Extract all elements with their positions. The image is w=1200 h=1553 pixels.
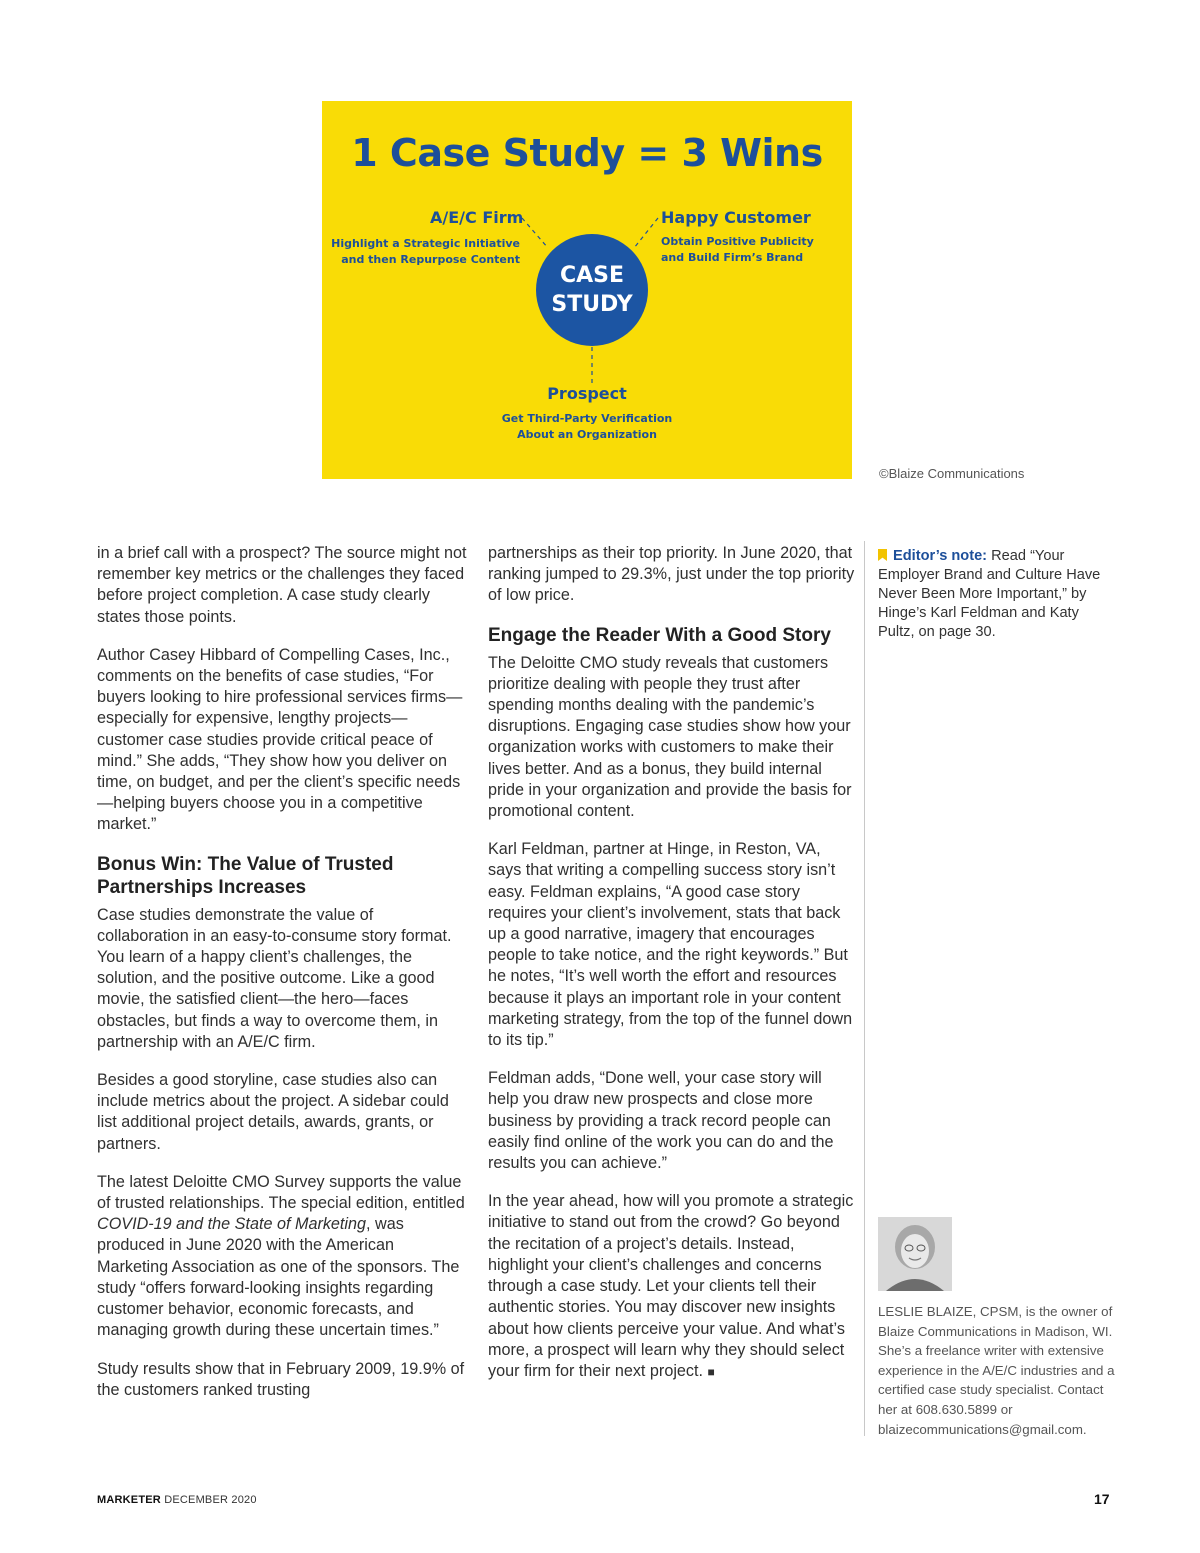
paragraph: Study results show that in February 2009, 19.9% of the customers ranked trusting: [97, 1359, 465, 1399]
paragraph: Author Casey Hibbard of Compelling Cases, Inc., comments on the benefits of case studies, “For buyers looking to hire professional services firms—especially for expensive, lengthy projects—customer case studies provide critical peace of mind.” She adds, “They show how you deliver on time, on budget, and per the client’s specific needs—helping buyers choose you in a competitive market.”: [97, 645, 463, 834]
case-study-infographic: [322, 101, 852, 479]
circle-line2: STUDY: [551, 292, 633, 317]
infographic-title: 1 Case Study = 3 Wins: [351, 131, 823, 175]
end-mark: ■: [707, 1364, 715, 1379]
paragraph: [488, 1191, 856, 1383]
image-credit: ©Blaize Communications: [879, 466, 1025, 481]
prospect-heading: Prospect: [547, 384, 627, 403]
editors-note-label: Editor’s note:: [893, 548, 988, 564]
page-number: 17: [1094, 1491, 1110, 1507]
text-run: The latest Deloitte CMO Survey supports the value of trusted relationships. The special edition, entitled: [97, 1172, 465, 1213]
publication-title: COVID-19 and the State of Marketing: [97, 1215, 367, 1234]
article-column-2: [488, 543, 856, 1400]
paragraph: Karl Feldman, partner at Hinge, in Reston, VA, says that writing a compelling success story isn’t easy. Feldman explains, “A good case story requires your client’s involvement, stats that back up a good narrative, imagery that encourages people to take notice, and the right keywords.” But he notes, “It’s well worth the effort and resources because it plays an important role in your content marketing strategy, from the top of the funnel down to its tip.”: [488, 840, 853, 1050]
prospect-line2: About an Organization: [517, 428, 657, 441]
paragraph: partnerships as their top priority. In June 2020, that ranking jumped to 29.3%, just under the top priority of low price.: [488, 544, 855, 605]
bookmark-icon: [878, 549, 887, 561]
text-run: , was produced in June 2020 with the American Marketing Association as one of the sponsors. The study “offers forward-looking insights regarding customer behavior, economic forecasts, and managing growth during these uncertain times.”: [97, 1215, 460, 1340]
text-run: In the year ahead, how will you promote a strategic initiative to stand out from the crowd? Go beyond the recitation of a project’s details. Instead, highlight your client’s challenges and concerns through a case study. Let your clients tell their authentic stories. You may discover new insights about how clients perceive your value. And what’s more, a prospect will learn why they should select your firm for their next project.: [488, 1192, 854, 1380]
section-heading: Bonus Win: The Value of Trusted Partnerships Increases: [97, 853, 394, 898]
author-photo: [878, 1217, 952, 1291]
circle-line1: CASE: [559, 263, 625, 288]
aec-firm-heading: A/E/C Firm: [430, 208, 524, 227]
aec-firm-line1: Highlight a Strategic Initiative: [331, 237, 520, 250]
paragraph: Besides a good storyline, case studies also can include metrics about the project. A sidebar could list additional project details, awards, grants, or partners.: [97, 1071, 449, 1153]
column-divider: [864, 541, 865, 1436]
prospect-description: [322, 411, 852, 443]
issue-date: DECEMBER 2020: [164, 1494, 257, 1506]
happy-customer-line1: Obtain Positive Publicity: [661, 235, 814, 248]
aec-firm-description: [331, 236, 520, 268]
happy-customer-heading: Happy Customer: [661, 208, 811, 227]
paragraph: The Deloitte CMO study reveals that customers prioritize dealing with people they trust after spending months dealing with the pandemic’s disruptions. Engaging case studies show how your organization works with customers to make their lives better. And as a bonus, they build internal pride in your organization and provide the basis for promotional content.: [488, 653, 852, 821]
section-heading: Engage the Reader With a Good Story: [488, 624, 831, 646]
paragraph: Feldman adds, “Done well, your case story will help you draw new prospects and close more business by providing a track record people can easily find online of the work you can do and the results you can achieve.”: [488, 1069, 834, 1173]
author-bio: LESLIE BLAIZE, CPSM, is the owner of Blaize Communications in Madison, WI. She’s a freelance writer with extensive experience in the A/E/C industries and a certified case study specialist. Contact her at 608.630.5899 or blaizecommunications@gmail.com.: [878, 1304, 1115, 1437]
happy-customer-line2: and Build Firm’s Brand: [661, 251, 804, 264]
paragraph: in a brief call with a prospect? The source might not remember key metrics or the challenges they faced before project completion. A case study clearly states those points.: [97, 544, 467, 626]
paragraph: [97, 1172, 467, 1342]
editors-note: [878, 547, 1118, 642]
prospect-line1: Get Third-Party Verification: [501, 412, 673, 425]
aec-firm-line2: and then Repurpose Content: [341, 253, 520, 266]
magazine-name: MARKETER: [97, 1494, 161, 1506]
article-column-1: [97, 543, 467, 1418]
editors-note-text: Read “Your Employer Brand and Culture Have Never Been More Important,” by Hinge’s Karl Feldman and Katy Pultz, on page 30.: [878, 548, 1101, 640]
case-study-circle: [536, 234, 648, 346]
happy-customer-description: [661, 234, 814, 266]
footer-issue: [97, 1494, 257, 1506]
paragraph: Case studies demonstrate the value of collaboration in an easy-to-consume story format. You learn of a happy client’s challenges, the solution, and the positive outcome. Like a good movie, the satisfied client—the hero—faces obstacles, but finds a way to overcome them, in partnership with an A/E/C firm.: [97, 905, 452, 1051]
